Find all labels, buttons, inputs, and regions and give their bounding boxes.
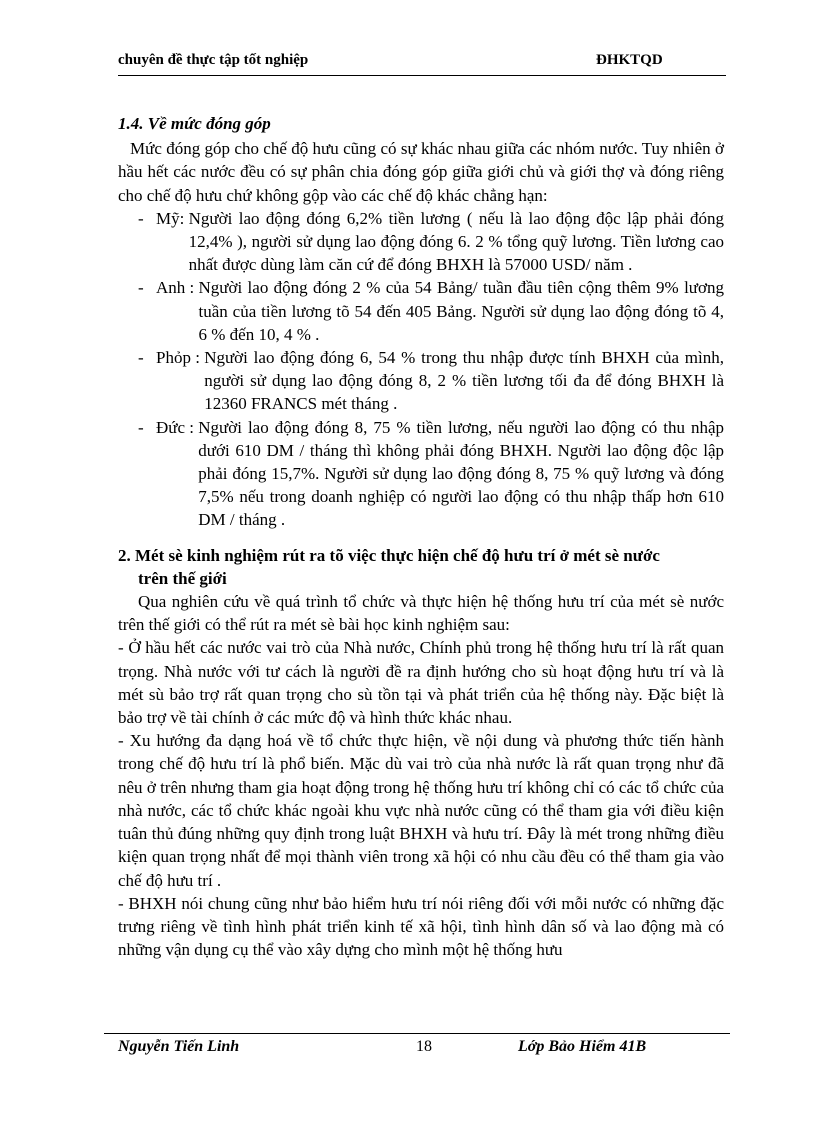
section-2-intro: Qua nghiên cứu về quá trình tổ chức và thực hiện hệ thống hưu trí của mét sè nước trên thế giới có thể rút ra mét sè bài học kinh nghiệm sau: — [118, 592, 724, 635]
item-text: Người lao động đóng 8, 75 % tiền lương, nếu người lao động có thu nhập dưới 610 DM / tháng thì không phải đóng BHXH. Người lao động độc lập phải đóng 15,7%. Người sử dụng lao động đóng 8, 75 % quỹ lương và đóng 7,5% nếu trong doanh nghiệp có người lao động có thu nhập thấp hơn 610 DM / tháng . — [198, 417, 724, 530]
section-2-title — [118, 544, 724, 590]
header-left: chuyên đề thực tập tốt nghiệp — [118, 52, 309, 68]
bullet-paragraph: - Xu hướng đa dạng hoá về tổ chức thực hiện, về nội dung và phương thức tiến hành trong chế độ hưu trí là phổ biến. Mặc dù vai trò của nhà nước là rất quan trọng như đã nêu ở trên nhưng tham gia hoạt động trong hệ thống hưu trí không chỉ có các tổ chức của nhà nước, các tổ chức khác ngoài khu vực nhà nước cũng có thể tham gia với điều kiện tuân thủ đúng những quy định trong luật BHXH và hưu trí. Đây là mét trong những điều kiện quan trọng nhất để mọi thành viên trong xã hội có nhu cầu đều có thể tham gia vào chế độ hưu trí . — [118, 731, 724, 890]
list-item: - Đức : Người lao động đóng 8, 75 % tiền lương, nếu người lao động có thu nhập dưới 610 DM / tháng thì không phải đóng BHXH. Người lao động độc lập phải đóng 15,7%. Người sử dụng lao động đóng 8, 75 % quỹ lương và đóng 7,5% nếu trong doanh nghiệp có người lao động có thu nhập thấp hơn 610 DM / tháng . — [118, 416, 724, 532]
bullet-paragraph: - Ở hầu hết các nước vai trò của Nhà nước, Chính phủ trong hệ thống hưu trí là rất quan trọng. Nhà nước với tư cách là người đề ra định hướng cho sù hoạt động hưu trí và là mét sù bảo trợ rất quan trọng cho sù tồn tại và phát triển của hệ thống này. Đặc biệt là bảo trợ về tài chính ở các mức độ và hình thức khác nhau. — [118, 638, 724, 728]
page-number: 18 — [416, 1038, 432, 1055]
item-label: Anh : — [156, 278, 199, 298]
section-2-title-line1: 2. Mét sè kinh nghiệm rút ra tõ việc thực hiện chế độ hưu trí ở mét sè nước — [118, 545, 660, 565]
list-item: - Mỹ: Người lao động đóng 6,2% tiền lương ( nếu là lao động độc lập phải đóng 12,4% ), người sử dụng lao động đóng 6. 2 % tổng quỹ lương. Tiền lương cao nhất được dùng làm căn cứ để đóng BHXH là 57000 USD/ năm . — [118, 207, 724, 277]
header-rule — [118, 75, 726, 76]
item-label: Phỏp : — [156, 348, 205, 368]
item-text: Người lao động đóng 6,2% tiền lương ( nếu là lao động độc lập phải đóng 12,4% ), người sử dụng lao động đóng 6. 2 % tổng quỹ lương. Tiền lương cao nhất được dùng làm căn cứ để đóng BHXH là 57000 USD/ năm . — [188, 208, 724, 275]
bullet-paragraph: - BHXH nói chung cũng như bảo hiểm hưu trí nói riêng đối với mỗi nước có những đặc trưng riêng về tình hình phát triển kinh tế xã hội, tình hình dân số và lao động mà có những vận dụng cụ thể vào xây dựng cho mình một hệ thống hưu — [118, 893, 724, 960]
footer-author: Nguyễn Tiến Linh — [118, 1038, 240, 1055]
page-header — [118, 52, 724, 72]
footer-class: Lớp Bảo Hiểm 41B — [518, 1038, 647, 1055]
section-1-4-title: 1.4. Về mức đóng góp — [118, 114, 271, 133]
item-label: Mỹ: — [156, 208, 189, 228]
page-body — [118, 112, 724, 961]
section-2-title-line2: trên thế giới — [138, 568, 227, 588]
list-item: - Phỏp : Người lao động đóng 6, 54 % trong thu nhập được tính BHXH của mình, người sử dụng lao động đóng 8, 2 % tiền lương tối đa để đóng BHXH là 12360 FRANCS mét tháng . — [118, 346, 724, 416]
section-1-4-intro: Mức đóng góp cho chế độ hưu cũng có sự khác nhau giữa các nhóm nước. Tuy nhiên ở hầu hết các nước đều có sự phân chia đóng góp giữa giới chủ và giới thợ và đóng riêng cho chế độ hưu chứ không gộp vào các chế độ khác chẳng hạn: — [118, 139, 724, 205]
list-item: - Anh : Người lao động đóng 2 % của 54 Bảng/ tuần đầu tiên cộng thêm 9% lương tuần của tiền lương tõ 54 đến 405 Bảng. Người sử dụng lao động đóng tõ 4, 6 % đến 10, 4 % . — [118, 276, 724, 346]
item-text: Người lao động đóng 6, 54 % trong thu nhập được tính BHXH của mình, người sử dụng lao động đóng 8, 2 % tiền lương tối đa để đóng BHXH là 12360 FRANCS mét tháng . — [204, 348, 724, 414]
item-text: Người lao động đóng 2 % của 54 Bảng/ tuần đầu tiên cộng thêm 9% lương tuần của tiền lương tõ 54 đến 405 Bảng. Người sử dụng lao động đóng tõ 4, 6 % đến 10, 4 % . — [198, 278, 724, 344]
footer-rule — [104, 1033, 730, 1034]
page-footer — [118, 1038, 724, 1060]
item-label: Đức : — [156, 417, 199, 437]
header-right: ĐHKTQD — [596, 52, 663, 68]
